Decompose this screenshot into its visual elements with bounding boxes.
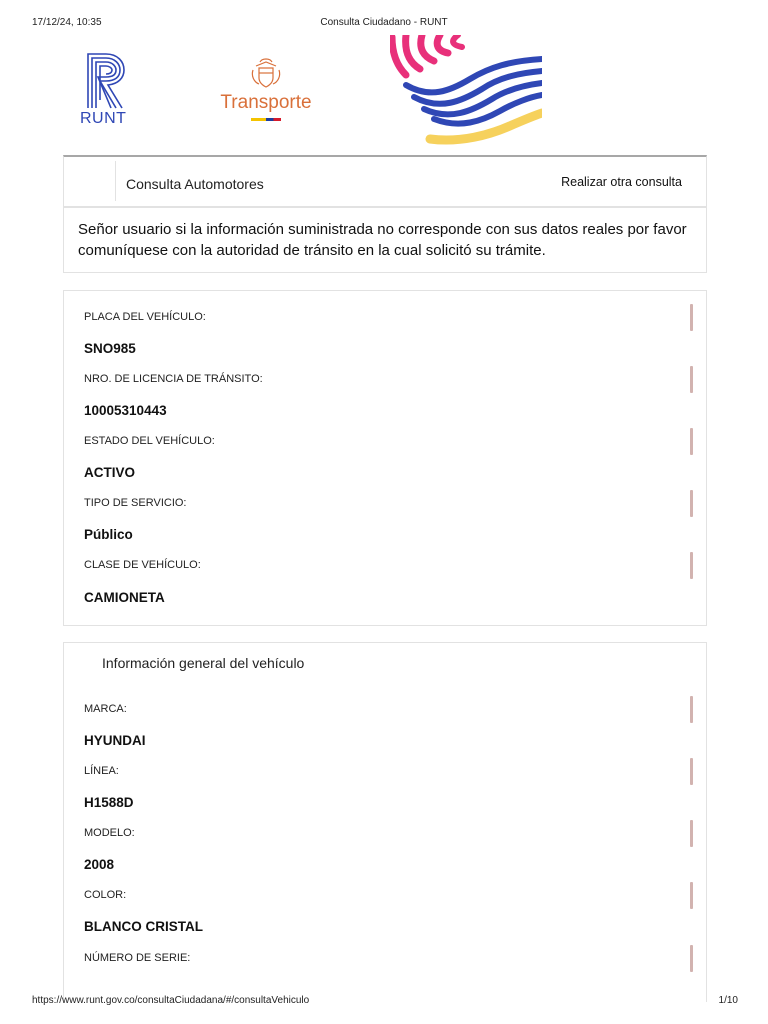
field-label: TIPO DE SERVICIO: bbox=[84, 497, 187, 509]
field-value: ACTIVO bbox=[84, 465, 136, 480]
field-marker bbox=[690, 882, 693, 909]
field-marker bbox=[690, 820, 693, 847]
field-marker bbox=[690, 552, 693, 579]
general-info-card bbox=[63, 642, 707, 1002]
field-label: LÍNEA: bbox=[84, 765, 119, 777]
section-title: Consulta Automotores bbox=[126, 176, 264, 192]
notice-text: Señor usuario si la información suministrada no corresponde con sus datos reales por favor comuníquese con la autoridad de tránsito en la cual solicitó su trámite. bbox=[78, 221, 687, 259]
field-marker bbox=[690, 758, 693, 785]
runt-logo[interactable] bbox=[78, 50, 134, 130]
runt-logo-text: RUNT bbox=[80, 110, 127, 127]
field-label: NRO. DE LICENCIA DE TRÁNSITO: bbox=[84, 373, 263, 385]
field-label: MODELO: bbox=[84, 827, 135, 839]
field-value: 10005310443 bbox=[84, 403, 167, 418]
field-marker bbox=[690, 945, 693, 972]
transporte-logo[interactable] bbox=[206, 56, 326, 126]
colombia-flag-stripe bbox=[251, 118, 281, 121]
general-info-title: Información general del vehículo bbox=[102, 655, 305, 671]
print-page-title: Consulta Ciudadano - RUNT bbox=[320, 17, 448, 28]
consulta-header-card bbox=[63, 155, 707, 207]
colombia-seal-icon bbox=[250, 56, 282, 90]
decorative-waves-graphic bbox=[390, 35, 542, 145]
print-page-number: 1/10 bbox=[718, 995, 738, 1006]
transporte-logo-text: Transporte bbox=[220, 92, 312, 113]
field-marker bbox=[690, 490, 693, 517]
field-label: NÚMERO DE SERIE: bbox=[84, 952, 191, 964]
runt-r-icon bbox=[78, 50, 128, 112]
field-value: H1588D bbox=[84, 795, 134, 810]
other-query-link[interactable]: Realizar otra consulta bbox=[561, 175, 682, 189]
field-value: BLANCO CRISTAL bbox=[84, 919, 203, 934]
field-value: 2008 bbox=[84, 857, 115, 872]
field-label: CLASE DE VEHÍCULO: bbox=[84, 559, 201, 571]
vehicle-summary-card bbox=[63, 290, 707, 626]
field-label: MARCA: bbox=[84, 703, 127, 715]
field-value: HYUNDAI bbox=[84, 733, 146, 748]
field-marker bbox=[690, 366, 693, 393]
header-divider bbox=[115, 161, 116, 201]
field-marker bbox=[690, 696, 693, 723]
field-value: Público bbox=[84, 527, 133, 542]
field-label: PLACA DEL VEHÍCULO: bbox=[84, 311, 206, 323]
field-label: COLOR: bbox=[84, 889, 127, 901]
field-marker bbox=[690, 428, 693, 455]
print-url: https://www.runt.gov.co/consultaCiudadana/#/consultaVehiculo bbox=[32, 995, 310, 1006]
field-value: CAMIONETA bbox=[84, 590, 165, 605]
notice-card bbox=[63, 207, 707, 273]
field-marker bbox=[690, 304, 693, 331]
field-value: SNO985 bbox=[84, 341, 136, 356]
field-label: ESTADO DEL VEHÍCULO: bbox=[84, 435, 215, 447]
print-datetime: 17/12/24, 10:35 bbox=[32, 17, 102, 28]
